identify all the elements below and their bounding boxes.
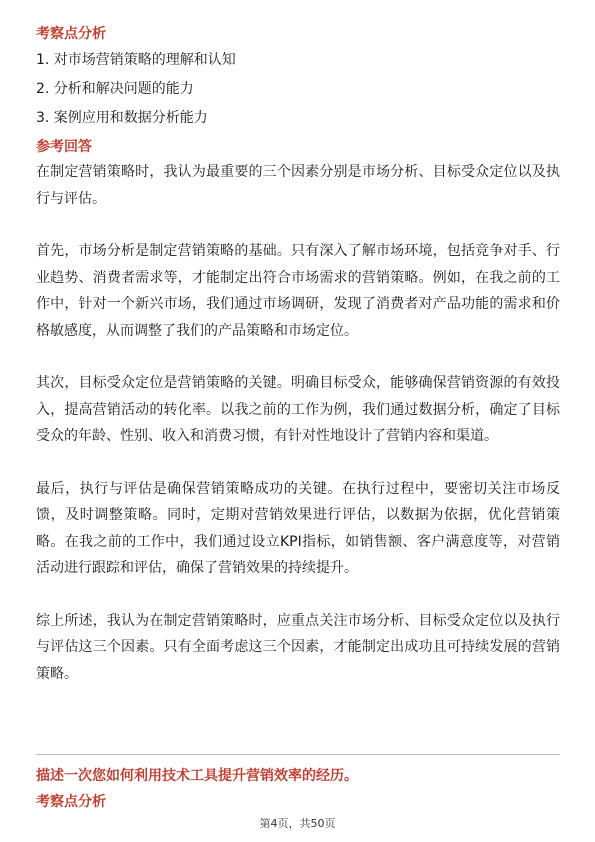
paragraph-gap <box>36 582 560 608</box>
paragraph-gap <box>36 450 560 476</box>
answer-paragraph-target-audience: 其次，目标受众定位是营销策略的关键。明确目标受众，能够确保营销资源的有效投入，提高营销活动的转化率。以我之前的工作为例，我们通过数据分析，确定了目标受众的年龄、性别、收入和消费习惯，有针对性地设计了营销内容和渠道。 <box>36 375 560 444</box>
next-analysis-heading: 考察点分析 <box>36 794 106 810</box>
answer-paragraph-summary: 综上所述，我认为在制定营销策略时，应重点关注市场分析、目标受众定位以及执行与评估这三个因素。只有全面考虑这三个因素，才能制定出成功且可持续发展的营销策略。 <box>36 612 560 682</box>
section-divider <box>36 754 560 755</box>
analysis-item-2: 2. 分析和解决问题的能力 <box>36 81 194 97</box>
analysis-item-1: 1. 对市场营销策略的理解和认知 <box>36 52 236 68</box>
answer-paragraph-intro: 在制定营销策略时，我认为最重要的三个因素分别是市场分析、目标受众定位以及执行与评估。 <box>36 164 560 207</box>
answer-paragraph-market-analysis: 首先，市场分析是制定营销策略的基础。只有深入了解市场环境，包括竞争对手、行业趋势、消费者需求等，才能制定出符合市场需求的营销策略。例如，在我之前的工作中，针对一个新兴市场，我们通过市场调研，发现了消费者对产品功能的需求和价格敏感度，从而调整了我们的产品策略和市场定位。 <box>36 243 560 339</box>
next-question: 描述一次您如何利用技术工具提升营销效率的经历。 <box>36 768 358 784</box>
paragraph-gap <box>36 344 560 370</box>
paragraph-gap <box>36 212 560 238</box>
answer-paragraph-execution: 最后，执行与评估是确保营销策略成功的关键。在执行过程中，要密切关注市场反馈，及时调整策略。同时，定期对营销效果进行评估，以数据为依据，优化营销策略。在我之前的工作中，我们通过设立KPI指标，如销售额、客户满意度等，对营销活动进行跟踪和评估，确保了营销效果的持续提升。 <box>36 480 560 576</box>
answer-heading: 参考回答 <box>36 139 92 155</box>
page-content <box>36 24 560 687</box>
page-number-footer: 第4页，共50页 <box>259 817 336 830</box>
analysis-heading: 考察点分析 <box>36 26 106 42</box>
analysis-item-3: 3. 案例应用和数据分析能力 <box>36 110 208 126</box>
